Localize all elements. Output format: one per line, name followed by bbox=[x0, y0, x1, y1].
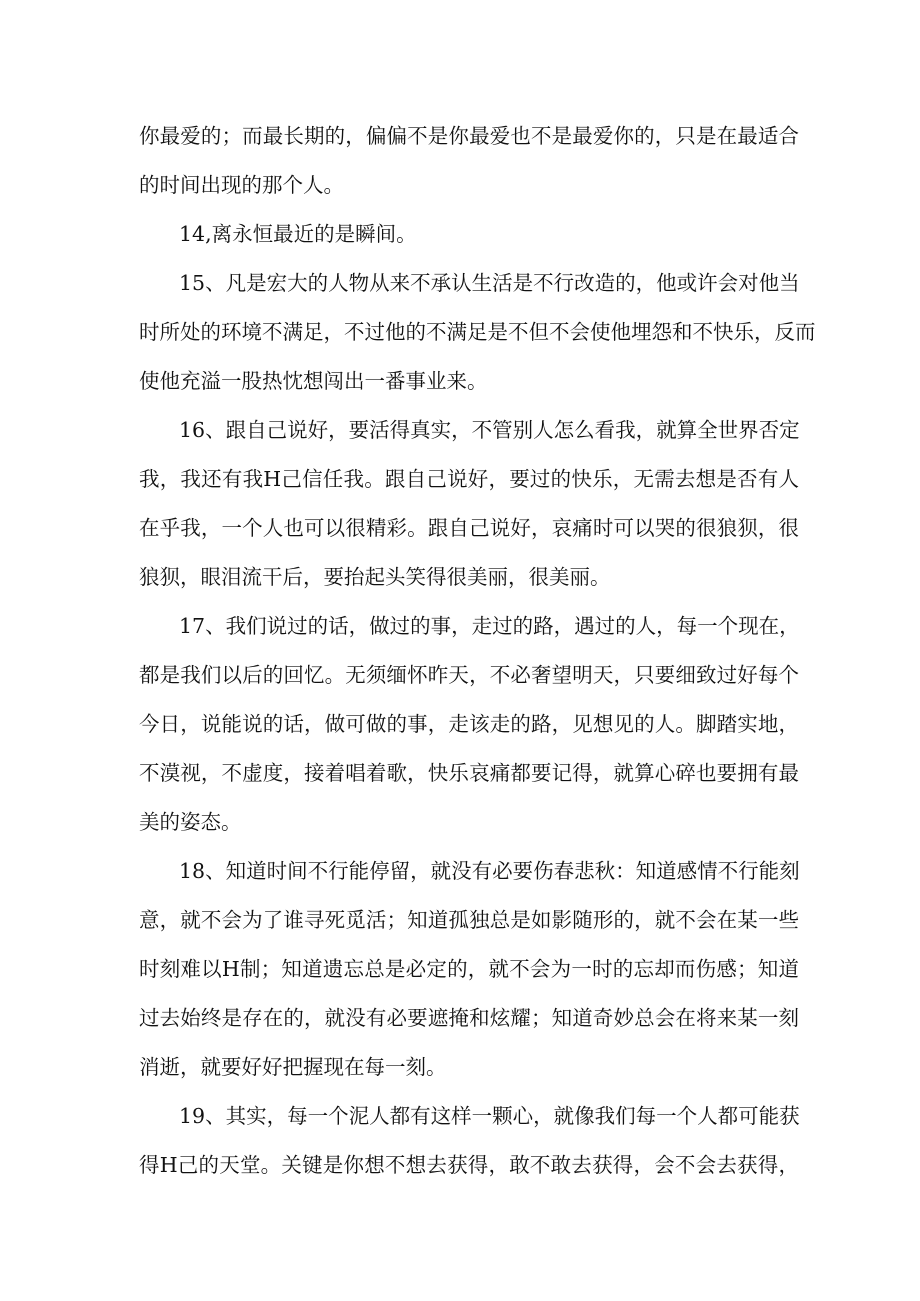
paragraph-18 bbox=[139, 847, 799, 1092]
paragraph-17 bbox=[139, 602, 799, 847]
text-line: 使他充溢一股热忱想闯出一番事业来。 bbox=[139, 369, 488, 393]
text-line: 意，就不会为了谁寻死觅活；知道孤独总是如影随形的，就不会在某一些 bbox=[139, 908, 799, 932]
text-line: 今日，说能说的话，做可做的事，走该走的路，见想见的人。脚踏实地， bbox=[139, 712, 799, 736]
text-line: 15、凡是宏大的人物从来不承认生活是不行改造的，他或许会对他当 bbox=[179, 271, 800, 295]
paragraph-15 bbox=[139, 259, 816, 406]
paragraph-14 bbox=[139, 210, 799, 259]
text-line: 时刻难以H制；知道遗忘总是必定的，就不会为一时的忘却而伤感；知道 bbox=[139, 957, 799, 981]
text-line: 得H己的天堂。关键是你想不想去获得，敢不敢去获得，会不会去获得， bbox=[139, 1153, 799, 1177]
text-line: 狼狈，眼泪流干后，要抬起头笑得很美丽，很美丽。 bbox=[139, 565, 611, 589]
text-line: 19、其实，每一个泥人都有这样一颗心，就像我们每一个人都可能获 bbox=[179, 1104, 800, 1128]
text-line: 不漠视，不虚度，接着唱着歌，快乐哀痛都要记得，就算心碎也要拥有最 bbox=[139, 761, 799, 785]
text-line: 的时间出现的那个人。 bbox=[139, 173, 344, 197]
paragraph-19 bbox=[139, 1092, 799, 1190]
text-line: 16、跟自己说好，要活得真实，不管别人怎么看我，就算全世界否定 bbox=[179, 418, 800, 442]
text-line: 17、我们说过的话，做过的事，走过的路，遇过的人，每一个现在， bbox=[179, 614, 800, 638]
text-line: 我，我还有我H己信任我。跟自己说好，要过的快乐，无需去想是否有人 bbox=[139, 467, 799, 491]
text-line: 你最爱的；而最长期的，偏偏不是你最爱也不是最爱你的，只是在最适合 bbox=[139, 124, 799, 148]
paragraph-16 bbox=[139, 406, 799, 602]
paragraph-13-continuation bbox=[139, 112, 799, 210]
text-line: 14,离永恒最近的是瞬间。 bbox=[179, 222, 417, 246]
text-line: 时所处的环境不满足，不过他的不满足是不但不会使他埋怨和不快乐，反而 bbox=[139, 320, 816, 344]
text-line: 美的姿态。 bbox=[139, 810, 242, 834]
text-line: 在乎我，一个人也可以很精彩。跟自己说好，哀痛时可以哭的很狼狈，很 bbox=[139, 516, 799, 540]
text-line: 18、知道时间不行能停留，就没有必要伤春悲秋：知道感情不行能刻 bbox=[179, 859, 800, 883]
document-body bbox=[139, 112, 816, 1190]
text-line: 都是我们以后的回忆。无须缅怀昨天，不必奢望明天，只要细致过好每个 bbox=[139, 663, 799, 687]
text-line: 消逝，就要好好把握现在每一刻。 bbox=[139, 1055, 447, 1079]
text-line: 过去始终是存在的，就没有必要遮掩和炫耀；知道奇妙总会在将来某一刻 bbox=[139, 1006, 799, 1030]
